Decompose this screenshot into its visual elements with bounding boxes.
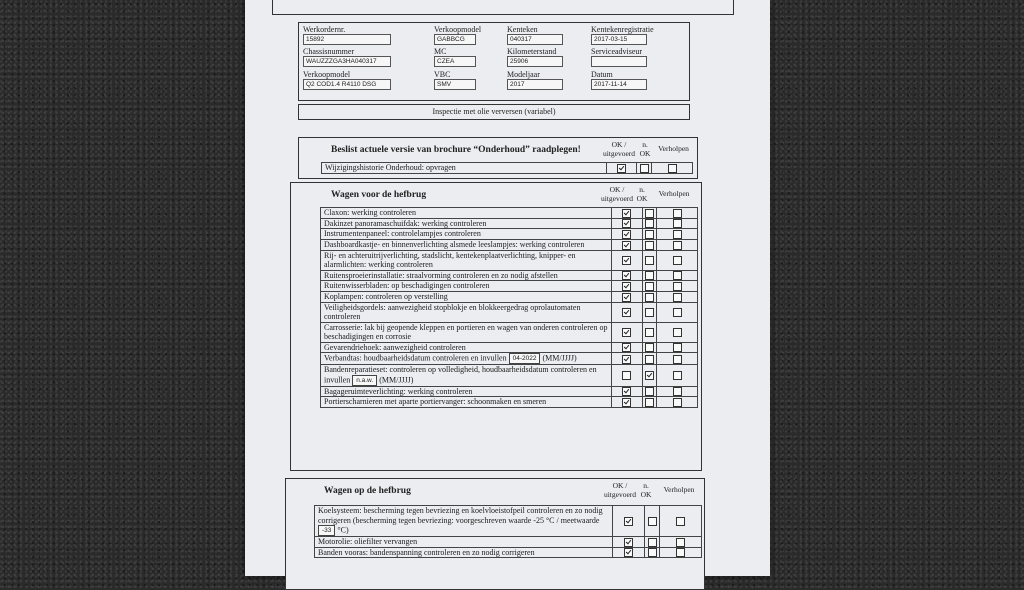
vbc-label: VBC bbox=[434, 70, 451, 79]
col-nok-header: n. OK bbox=[639, 140, 651, 158]
nok-checkbox[interactable] bbox=[645, 308, 654, 317]
verholpen-checkbox-cell bbox=[657, 208, 698, 219]
ok-checkbox-cell bbox=[612, 229, 642, 240]
nok-checkbox[interactable] bbox=[648, 548, 657, 557]
chassisnummer-field bbox=[303, 47, 391, 67]
nok-checkbox[interactable] bbox=[648, 538, 657, 547]
item-input-field[interactable]: -33 bbox=[318, 525, 335, 536]
item-label: Rij- en achteruitrijverlichting, stadslicht, kentekenplaatverlichting, knipper- en alarmlichten: werking controleren bbox=[324, 250, 576, 270]
checklist-row bbox=[321, 386, 698, 397]
verholpen-checkbox[interactable] bbox=[676, 517, 685, 526]
section-title: Wagen op de hefbrug bbox=[324, 486, 411, 496]
nok-checkbox[interactable] bbox=[645, 219, 654, 228]
nok-checkbox-cell bbox=[642, 208, 657, 219]
checklist-row bbox=[321, 218, 698, 229]
nok-checkbox[interactable] bbox=[645, 387, 654, 396]
ok-checkbox[interactable] bbox=[622, 328, 631, 337]
col-verholpen-header: Verholpen bbox=[658, 144, 689, 153]
nok-checkbox-cell bbox=[642, 322, 657, 342]
verholpen-checkbox[interactable] bbox=[673, 371, 682, 380]
ok-checkbox[interactable] bbox=[622, 293, 631, 302]
checklist-item-text bbox=[315, 537, 613, 548]
ok-checkbox[interactable] bbox=[622, 398, 631, 407]
ok-checkbox[interactable] bbox=[622, 271, 631, 280]
ok-checkbox[interactable] bbox=[622, 256, 631, 265]
ok-checkbox-cell bbox=[612, 250, 642, 270]
checklist-row bbox=[321, 250, 698, 270]
section-header bbox=[299, 138, 697, 164]
nok-checkbox-cell bbox=[642, 397, 657, 408]
item-label: Banden vooras: bandenspanning controleren en zo nodig corrigeren bbox=[318, 547, 535, 557]
verholpen-checkbox[interactable] bbox=[673, 241, 682, 250]
kilometerstand-label: Kilometerstand bbox=[507, 47, 557, 56]
verholpen-checkbox[interactable] bbox=[673, 343, 682, 352]
item-label: Bandenreparatieset: controleren op volledigheid, houdbaarheidsdatum controleren en invullen bbox=[324, 365, 597, 385]
checklist-item-text bbox=[321, 365, 612, 387]
ok-checkbox-cell bbox=[613, 547, 645, 558]
checklist-item-text bbox=[322, 163, 607, 174]
checklist-row bbox=[321, 208, 698, 219]
checklist-row bbox=[322, 163, 693, 174]
item-label: Motorolie: oliefilter vervangen bbox=[318, 537, 418, 547]
checklist-item-text bbox=[321, 386, 612, 397]
item-label: Instrumentenpaneel: controlelampjes controleren bbox=[324, 229, 481, 239]
ok-checkbox-cell bbox=[612, 353, 642, 365]
checklist-row bbox=[321, 270, 698, 281]
checklist-item-text bbox=[315, 547, 613, 558]
nok-checkbox-cell bbox=[645, 537, 660, 548]
checklist-item-text bbox=[321, 250, 612, 270]
checklist-item-text bbox=[321, 218, 612, 229]
nok-checkbox-cell bbox=[642, 250, 657, 270]
checklist-item-text bbox=[321, 239, 612, 250]
werkordernr-label: Werkordernr. bbox=[303, 25, 346, 34]
kentekenregistratie-value: 2017-03-15 bbox=[591, 34, 647, 45]
nok-checkbox[interactable] bbox=[648, 517, 657, 526]
ok-checkbox[interactable] bbox=[622, 308, 631, 317]
nok-checkbox[interactable] bbox=[640, 164, 649, 173]
ok-checkbox-cell bbox=[607, 163, 637, 174]
item-suffix: (MM/JJJJ) bbox=[379, 375, 414, 385]
vbc-field bbox=[434, 70, 476, 90]
section-title: Beslist actuele versie van brochure “Onderhoud” raadplegen! bbox=[331, 145, 581, 155]
verholpen-checkbox-cell bbox=[657, 353, 698, 365]
nok-checkbox-cell bbox=[637, 163, 652, 174]
verholpen-checkbox-cell bbox=[657, 342, 698, 353]
checklist-item-text bbox=[321, 208, 612, 219]
nok-checkbox[interactable] bbox=[645, 328, 654, 337]
item-label: Dakinzet panoramaschuifdak: werking controleren bbox=[324, 218, 487, 228]
verholpen-checkbox-cell bbox=[657, 302, 698, 322]
verkoopmodel-code-field bbox=[434, 25, 482, 45]
verholpen-checkbox-cell bbox=[657, 218, 698, 229]
section-brochure bbox=[298, 137, 698, 179]
vehicle-info-box bbox=[298, 22, 690, 101]
service-checklist-sheet bbox=[245, 0, 770, 576]
ok-checkbox[interactable] bbox=[622, 282, 631, 291]
verholpen-checkbox[interactable] bbox=[673, 256, 682, 265]
nok-checkbox-cell bbox=[642, 342, 657, 353]
kentekenregistratie-field bbox=[591, 25, 654, 45]
checklist-row bbox=[321, 322, 698, 342]
verholpen-checkbox[interactable] bbox=[673, 282, 682, 291]
verholpen-checkbox-cell bbox=[660, 506, 702, 537]
checklist-item-text bbox=[321, 281, 612, 292]
col-ok-header: OK / uitgevoerd bbox=[600, 185, 634, 203]
checklist-item-text bbox=[321, 270, 612, 281]
ok-checkbox-cell bbox=[612, 397, 642, 408]
item-label: Koplampen: controleren op verstelling bbox=[324, 292, 448, 302]
checklist-table bbox=[321, 162, 693, 174]
nok-checkbox-cell bbox=[642, 218, 657, 229]
ok-checkbox-cell bbox=[612, 281, 642, 292]
nok-checkbox-cell bbox=[642, 229, 657, 240]
chassisnummer-label: Chassisnummer bbox=[303, 47, 355, 56]
verholpen-checkbox-cell bbox=[657, 250, 698, 270]
ok-checkbox[interactable] bbox=[622, 387, 631, 396]
mc-label: MC bbox=[434, 47, 447, 56]
ok-checkbox-cell bbox=[612, 386, 642, 397]
nok-checkbox[interactable] bbox=[645, 209, 654, 218]
nok-checkbox[interactable] bbox=[645, 241, 654, 250]
nok-checkbox[interactable] bbox=[645, 398, 654, 407]
checklist-row bbox=[321, 353, 698, 365]
ok-checkbox[interactable] bbox=[622, 219, 631, 228]
verholpen-checkbox-cell bbox=[657, 397, 698, 408]
kenteken-field bbox=[507, 25, 563, 45]
header-strip bbox=[272, 0, 734, 15]
item-label: Wijzigingshistorie Onderhoud: opvragen bbox=[325, 163, 456, 173]
col-ok-header: OK / uitgevoerd bbox=[603, 481, 637, 499]
item-label: Koelsysteem: bescherming tegen bevriezing en koelvloeistofpeil controleren en zo nodig corrigeren (bescherming tegen bevriezing: voorgeschreven waarde -25 °C / meetwaarde bbox=[318, 506, 603, 525]
verholpen-checkbox[interactable] bbox=[673, 308, 682, 317]
checklist-row bbox=[321, 291, 698, 302]
ok-checkbox-cell bbox=[612, 302, 642, 322]
verholpen-checkbox-cell bbox=[657, 239, 698, 250]
verholpen-checkbox[interactable] bbox=[673, 219, 682, 228]
verholpen-checkbox-cell bbox=[657, 281, 698, 292]
ok-checkbox-cell bbox=[612, 270, 642, 281]
checklist-row bbox=[321, 239, 698, 250]
nok-checkbox-cell bbox=[642, 386, 657, 397]
verholpen-checkbox-cell bbox=[660, 547, 702, 558]
nok-checkbox[interactable] bbox=[645, 343, 654, 352]
verkoopmodel-label: Verkoopmodel bbox=[303, 70, 351, 79]
nok-checkbox-cell bbox=[645, 547, 660, 558]
ok-checkbox-cell bbox=[612, 218, 642, 229]
modeljaar-field bbox=[507, 70, 563, 90]
werkordernr-field bbox=[303, 25, 391, 45]
nok-checkbox-cell bbox=[645, 506, 660, 537]
ok-checkbox[interactable] bbox=[624, 538, 633, 547]
verholpen-checkbox-cell bbox=[657, 229, 698, 240]
col-verholpen-header: Verholpen bbox=[658, 189, 690, 198]
item-suffix: (MM/JJJJ) bbox=[542, 353, 577, 363]
verkoopmodel-value: Q2 COD1.4 R4110 DSG bbox=[303, 79, 391, 90]
serviceadviseur-field bbox=[591, 47, 647, 67]
checklist-row bbox=[315, 506, 702, 537]
nok-checkbox-cell bbox=[642, 353, 657, 365]
kenteken-label: Kenteken bbox=[507, 25, 538, 34]
checklist-row bbox=[315, 547, 702, 558]
checklist-item-text bbox=[321, 322, 612, 342]
verholpen-checkbox[interactable] bbox=[673, 387, 682, 396]
werkordernr-value: 15892 bbox=[303, 34, 391, 45]
verholpen-checkbox[interactable] bbox=[673, 398, 682, 407]
section-voor-hefbrug bbox=[290, 182, 702, 471]
datum-value: 2017-11-14 bbox=[591, 79, 647, 90]
verkoopmodel-code-value: GABBCG bbox=[434, 34, 476, 45]
kentekenregistratie-label: Kentekenregistratie bbox=[591, 25, 654, 34]
ok-checkbox-cell bbox=[612, 208, 642, 219]
item-input-field[interactable]: n.a.w. bbox=[352, 375, 377, 386]
datum-label: Datum bbox=[591, 70, 613, 79]
datum-field bbox=[591, 70, 647, 90]
modeljaar-label: Modeljaar bbox=[507, 70, 540, 79]
checklist-row bbox=[321, 229, 698, 240]
ok-checkbox[interactable] bbox=[622, 209, 631, 218]
serviceadviseur-value bbox=[591, 56, 647, 67]
section-title: Wagen voor de hefbrug bbox=[331, 190, 427, 200]
kilometerstand-value: 25906 bbox=[507, 56, 563, 67]
nok-checkbox-cell bbox=[642, 302, 657, 322]
checklist-item-text bbox=[321, 353, 612, 365]
checklist-row bbox=[321, 365, 698, 387]
nok-checkbox[interactable] bbox=[645, 282, 654, 291]
ok-checkbox[interactable] bbox=[624, 517, 633, 526]
checklist-row bbox=[321, 342, 698, 353]
ok-checkbox[interactable] bbox=[617, 164, 626, 173]
checklist-row bbox=[315, 537, 702, 548]
checklist-row bbox=[321, 281, 698, 292]
checklist-table bbox=[320, 207, 698, 408]
verholpen-checkbox[interactable] bbox=[676, 548, 685, 557]
verholpen-checkbox-cell bbox=[652, 163, 693, 174]
verholpen-checkbox[interactable] bbox=[673, 328, 682, 337]
nok-checkbox[interactable] bbox=[645, 256, 654, 265]
nok-checkbox[interactable] bbox=[645, 355, 654, 364]
verholpen-checkbox[interactable] bbox=[673, 271, 682, 280]
verholpen-checkbox-cell bbox=[657, 386, 698, 397]
verholpen-checkbox-cell bbox=[657, 270, 698, 281]
ok-checkbox-cell bbox=[613, 506, 645, 537]
nok-checkbox[interactable] bbox=[645, 293, 654, 302]
inspection-type: Inspectie met olie verversen (variabel) bbox=[298, 104, 690, 120]
vbc-value: SMV bbox=[434, 79, 476, 90]
ok-checkbox-cell bbox=[612, 365, 642, 387]
ok-checkbox-cell bbox=[613, 537, 645, 548]
section-op-hefbrug bbox=[285, 478, 705, 590]
mc-field bbox=[434, 47, 476, 67]
verholpen-checkbox-cell bbox=[657, 322, 698, 342]
checklist-item-text bbox=[321, 397, 612, 408]
item-input-field[interactable]: 04-2022 bbox=[509, 353, 541, 364]
checklist-item-text bbox=[315, 506, 613, 537]
checklist-row bbox=[321, 302, 698, 322]
ok-checkbox[interactable] bbox=[622, 241, 631, 250]
ok-checkbox[interactable] bbox=[622, 230, 631, 239]
verholpen-checkbox-cell bbox=[657, 365, 698, 387]
item-label: Gevarendriehoek: aanwezigheid controleren bbox=[324, 342, 466, 352]
col-verholpen-header: Verholpen bbox=[663, 485, 695, 494]
nok-checkbox[interactable] bbox=[645, 371, 654, 380]
modeljaar-value: 2017 bbox=[507, 79, 563, 90]
ok-checkbox-cell bbox=[612, 322, 642, 342]
verkoopmodel-code-label: Verkoopmodel bbox=[434, 25, 482, 34]
checklist-row bbox=[321, 397, 698, 408]
checklist-item-text bbox=[321, 291, 612, 302]
checklist-item-text bbox=[321, 302, 612, 322]
col-ok-header: OK / uitgevoerd bbox=[602, 140, 636, 158]
checklist-table bbox=[314, 505, 702, 558]
section-header bbox=[291, 183, 701, 209]
item-suffix: °C) bbox=[337, 525, 349, 535]
item-label: Claxon: werking controleren bbox=[324, 208, 416, 218]
kenteken-value: 040317 bbox=[507, 34, 563, 45]
verholpen-checkbox[interactable] bbox=[673, 230, 682, 239]
verholpen-checkbox[interactable] bbox=[673, 209, 682, 218]
nok-checkbox[interactable] bbox=[645, 271, 654, 280]
item-label: Portierscharnieren met aparte portiervanger: schoonmaken en smeren bbox=[324, 397, 547, 407]
checklist-item-text bbox=[321, 229, 612, 240]
chassisnummer-value: WAUZZZGA3HA040317 bbox=[303, 56, 391, 67]
ok-checkbox[interactable] bbox=[622, 355, 631, 364]
nok-checkbox[interactable] bbox=[645, 230, 654, 239]
mc-value: CZEA bbox=[434, 56, 476, 67]
nok-checkbox-cell bbox=[642, 270, 657, 281]
verholpen-checkbox[interactable] bbox=[668, 164, 677, 173]
nok-checkbox-cell bbox=[642, 291, 657, 302]
ok-checkbox[interactable] bbox=[624, 548, 633, 557]
ok-checkbox[interactable] bbox=[622, 343, 631, 352]
item-label: Carrosserie: lak bij geopende kleppen en portieren en wagen van onderen controleren op beschadigingen en corrosie bbox=[324, 322, 608, 342]
ok-checkbox-cell bbox=[612, 342, 642, 353]
verholpen-checkbox[interactable] bbox=[673, 293, 682, 302]
checklist-item-text bbox=[321, 342, 612, 353]
nok-checkbox-cell bbox=[642, 281, 657, 292]
col-nok-header: n. OK bbox=[640, 481, 652, 499]
ok-checkbox[interactable] bbox=[622, 371, 631, 380]
verkoopmodel-field bbox=[303, 70, 391, 90]
item-label: Ruitenwisserbladen: op beschadigingen controleren bbox=[324, 281, 490, 291]
item-label: Dashboardkastje- en binnenverlichting alsmede leeslampjes: werking controleren bbox=[324, 240, 585, 250]
verholpen-checkbox-cell bbox=[657, 291, 698, 302]
verholpen-checkbox[interactable] bbox=[673, 355, 682, 364]
item-label: Verbandtas: houdbaarheidsdatum controleren en invullen bbox=[324, 353, 507, 363]
ok-checkbox-cell bbox=[612, 291, 642, 302]
verholpen-checkbox-cell bbox=[660, 537, 702, 548]
section-header bbox=[286, 479, 704, 505]
col-nok-header: n. OK bbox=[636, 185, 648, 203]
serviceadviseur-label: Serviceadviseur bbox=[591, 47, 643, 56]
ok-checkbox-cell bbox=[612, 239, 642, 250]
item-label: Veiligheidsgordels: aanwezigheid stopblokje en blokkeergedrag oprolautomaten controleren bbox=[324, 302, 581, 322]
item-label: Ruitensproeierinstallatie: straalvorming controleren en zo nodig afstellen bbox=[324, 270, 558, 280]
item-label: Bagageruimteverlichting: werking controleren bbox=[324, 386, 473, 396]
nok-checkbox-cell bbox=[642, 239, 657, 250]
verholpen-checkbox[interactable] bbox=[676, 538, 685, 547]
kilometerstand-field bbox=[507, 47, 563, 67]
nok-checkbox-cell bbox=[642, 365, 657, 387]
